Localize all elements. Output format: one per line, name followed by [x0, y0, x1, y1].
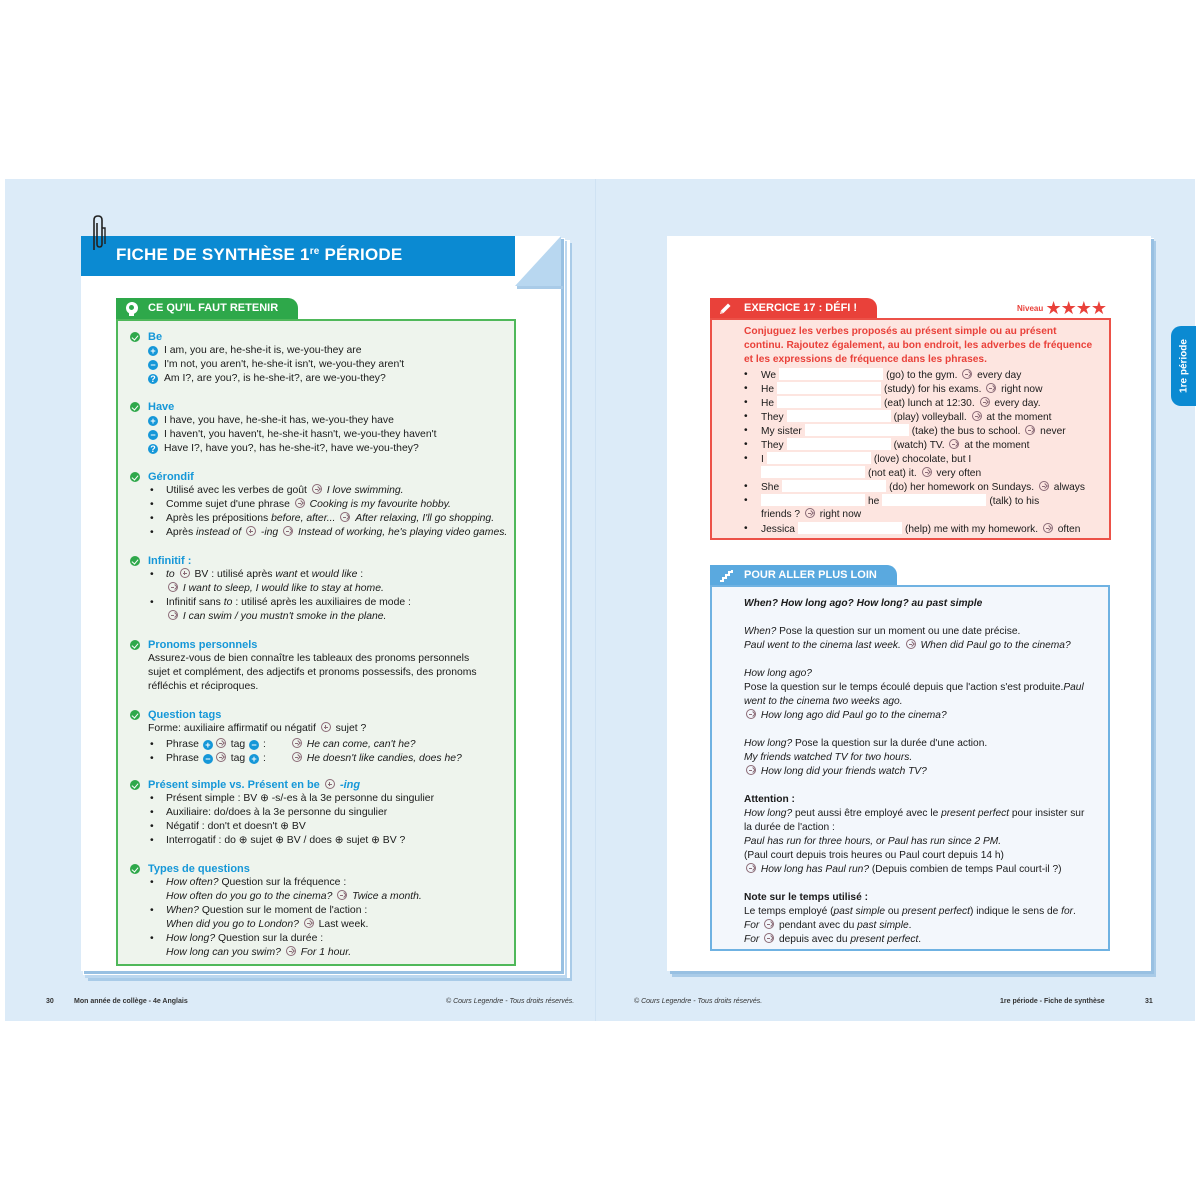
arrow-right-icon [962, 369, 972, 379]
arrow-right-icon [972, 411, 982, 421]
exercise-item: • They (play) volleyball. at the moment [744, 410, 1104, 424]
negative-form: I'm not, you aren't, he-she-it isn't, we-you-they aren't [164, 359, 405, 370]
check-icon [130, 556, 140, 566]
arrow-right-icon [805, 508, 815, 518]
section-heading: Have [130, 400, 436, 414]
answer-blank[interactable] [787, 438, 891, 450]
example-line: I want to sleep, I would like to stay at home. [130, 582, 411, 596]
stairs-icon [719, 569, 733, 582]
arrow-right-icon [337, 890, 347, 900]
plus-badge-icon: + [249, 754, 259, 764]
arrow-right-icon [295, 498, 305, 508]
exercise-item: • Jessica (help) me with my homework. often [744, 522, 1104, 536]
list-item: • Phrase + tag − : He can come, can't he? [130, 738, 490, 752]
section-heading: Pronoms personnels [130, 638, 490, 652]
text-line: (Paul court depuis trois heures ou Paul court depuis 14 h) [744, 850, 1004, 861]
text-line: For depuis avec du present perfect. [744, 934, 922, 945]
brain-head-icon [124, 301, 140, 317]
form-line: Forme: auxiliaire affirmatif ou négatif sujet ? [148, 723, 367, 734]
text-line: When? Pose la question sur un moment ou une date précise. [744, 626, 1021, 637]
exercise-item: • he (talk) to his [744, 494, 1104, 508]
text-line: How long ago? [744, 668, 812, 679]
text-line: Paul went to the cinema last week. When did Paul go to the cinema? [744, 640, 1071, 651]
attention-label: Attention : [744, 794, 795, 805]
text-line: la durée de l'action : [744, 822, 835, 833]
check-icon [130, 332, 140, 342]
arrow-right-icon [980, 397, 990, 407]
arrow-right-icon [746, 709, 756, 719]
arrow-right-icon [304, 918, 314, 928]
check-icon [130, 864, 140, 874]
list-item: • How long? Question sur la durée : [130, 932, 422, 946]
answer-blank[interactable] [761, 466, 865, 478]
minus-badge-icon: − [249, 740, 259, 750]
page-number-left: 30 [46, 998, 54, 1005]
section-heading: Be [130, 330, 404, 344]
list-item: • Infinitif sans to : utilisé après les auxiliaires de mode : [130, 596, 411, 610]
book-spine [595, 179, 596, 1021]
copyright-left: © Cours Legendre - Tous droits réservés. [446, 998, 575, 1005]
minus-badge-icon: − [148, 360, 158, 370]
text-line: Le temps employé (past simple ou present perfect) indique le sens de for. [744, 906, 1076, 917]
list-item: • Comme sujet d'une phrase Cooking is my favourite hobby. [130, 498, 507, 512]
plus-badge-icon: + [203, 740, 213, 750]
exercise-item: • We (go) to the gym. every day [744, 368, 1104, 382]
page-number-right: 31 [1145, 998, 1153, 1005]
arrow-right-icon [1039, 481, 1049, 491]
further-section-tab [710, 565, 897, 586]
arrow-right-icon [286, 946, 296, 956]
list-item: • Auxiliaire: do/does à la 3e personne du singulier [130, 806, 434, 820]
note-label: Note sur le temps utilisé : [744, 892, 868, 903]
arrow-right-icon [216, 738, 226, 748]
text-line: How long? peut aussi être employé avec le present perfect pour insister sur [744, 808, 1085, 819]
section-question-tags [130, 708, 490, 766]
text-line: How long ago did Paul go to the cinema? [744, 709, 1104, 723]
copyright-right: © Cours Legendre - Tous droits réservés. [634, 998, 763, 1005]
check-icon [130, 780, 140, 790]
arrow-right-icon [168, 582, 178, 592]
further-section-title: POUR ALLER PLUS LOIN [744, 569, 877, 581]
plus-circle-icon [325, 779, 335, 789]
arrow-right-icon [922, 467, 932, 477]
section-heading: Types de questions [130, 862, 422, 876]
answer-blank[interactable] [767, 452, 871, 464]
text-line: went to the cinema two weeks ago. [744, 696, 903, 707]
minus-badge-icon: − [203, 754, 213, 764]
affirmative-form: I have, you have, he-she-it has, we-you-they have [164, 415, 394, 426]
answer-blank[interactable] [777, 382, 881, 394]
section-footer: 1re période - Fiche de synthèse [1000, 998, 1105, 1005]
arrow-right-icon [986, 383, 996, 393]
period-side-tab[interactable] [1171, 326, 1196, 406]
list-item: • Présent simple : BV ⊕ -s/-es à la 3e personne du singulier [130, 792, 434, 806]
arrow-right-icon [216, 752, 226, 762]
interrogative-form: Have I?, have you?, has he-she-it?, have we-you-they? [164, 443, 419, 454]
check-icon [130, 472, 140, 482]
text-line: Paul has run for three hours, or Paul has run since 2 PM. [744, 836, 1002, 847]
retain-section-tab [116, 298, 298, 320]
section-heading: Question tags [130, 708, 490, 722]
further-heading: When? How long ago? How long? au past simple [744, 598, 983, 609]
section-infinitif [130, 554, 411, 624]
pencil-icon [718, 302, 732, 316]
answer-blank[interactable] [882, 494, 986, 506]
section-heading: Présent simple vs. Présent en be -ing [130, 778, 434, 792]
folded-corner [515, 236, 561, 286]
arrow-right-icon [746, 863, 756, 873]
answer-blank[interactable] [805, 424, 909, 436]
affirmative-form: I am, you are, he-she-it is, we-you-they are [164, 345, 362, 356]
section-pronoms [130, 638, 490, 694]
list-item: • Après les prépositions before, after... After relaxing, I'll go shopping. [130, 512, 507, 526]
arrow-right-icon [283, 526, 293, 536]
answer-blank[interactable] [777, 396, 881, 408]
section-types-questions [130, 862, 422, 960]
text-line: For pendant avec du past simple. [744, 920, 912, 931]
page-title: FICHE DE SYNTHÈSE 1re PÉRIODE [116, 245, 403, 264]
text-line: My friends watched TV for two hours. [744, 752, 913, 763]
page-title-bar [81, 236, 515, 276]
section-have [130, 400, 436, 456]
text-line: Pose la question sur le temps écoulé depuis que l'action s'est produite.Paul [744, 682, 1084, 693]
exercise-tab [710, 298, 877, 319]
further-section-content [744, 597, 1104, 947]
answer-blank[interactable] [782, 480, 886, 492]
star-rating-icon: ★★★★ [1045, 298, 1107, 318]
arrow-right-icon [292, 738, 302, 748]
list-item: • Phrase − tag + : He doesn't like candies, does he? [130, 752, 490, 766]
minus-badge-icon: − [148, 430, 158, 440]
paragraph: Assurez-vous de bien connaître les tableaux des pronoms personnels sujet et complément, des adjectifs et pronoms possessifs, des pronoms réfléchis et réciproques. [148, 653, 477, 692]
section-heading: Gérondif [130, 470, 507, 484]
plus-badge-icon: + [148, 346, 158, 356]
arrow-right-icon [312, 484, 322, 494]
interrogative-form: Am I?, are you?, is he-she-it?, are we-you-they? [164, 373, 386, 384]
answer-blank[interactable] [761, 494, 865, 506]
check-icon [130, 402, 140, 412]
list-item: • Après instead of -ing Instead of working, he's playing video games. [130, 526, 507, 540]
exercise-list [744, 368, 1104, 536]
arrow-right-icon [746, 765, 756, 775]
question-badge-icon: ? [148, 374, 158, 384]
example-line: How often do you go to the cinema? Twice a month. [166, 891, 422, 902]
arrow-right-icon [1025, 425, 1035, 435]
exercise-item: • He (eat) lunch at 12:30. every day. [744, 396, 1104, 410]
check-icon [130, 640, 140, 650]
arrow-right-icon [764, 933, 774, 943]
exercise-item-continued: friends ? right now [761, 509, 862, 520]
arrow-right-icon [168, 610, 178, 620]
exercise-item: • My sister (take) the bus to school. never [744, 424, 1104, 438]
section-heading: Infinitif : [130, 554, 411, 568]
paperclip-icon [88, 214, 108, 254]
answer-blank[interactable] [798, 522, 902, 534]
list-item: • to BV : utilisé après want et would like : [130, 568, 411, 582]
arrow-right-icon [1043, 523, 1053, 533]
period-tab-label: 1re période [1178, 339, 1189, 393]
list-item: • When? Question sur le moment de l'action : [130, 904, 422, 918]
question-badge-icon: ? [148, 444, 158, 454]
text-line: How long did your friends watch TV? [744, 765, 1104, 779]
book-title-footer: Mon année de collège - 4e Anglais [74, 998, 188, 1005]
text-line: How long? Pose la question sur la durée d'une action. [744, 738, 988, 749]
exercise-item: • He (study) for his exams. right now [744, 382, 1104, 396]
check-icon [130, 710, 140, 720]
exercise-instructions: Conjuguez les verbes proposés au présent simple ou au présent continu. Rajoutez également, au bon endroit, les adverbes de fréquence et les expressions de fréquence dans les phrases. [744, 326, 1093, 365]
exercise-item-continued: (not eat) it. very often [744, 466, 1104, 480]
text-line: How long has Paul run? (Depuis combien de temps Paul court-il ?) [744, 863, 1104, 877]
answer-blank[interactable] [787, 410, 891, 422]
exercise-item: • She (do) her homework on Sundays. always [744, 480, 1104, 494]
plus-circle-icon [321, 722, 331, 732]
section-present-simple [130, 778, 434, 848]
list-item: • Utilisé avec les verbes de goût I love swimming. [130, 484, 507, 498]
retain-section-label: CE QU'IL FAUT RETENIR [148, 302, 279, 314]
section-be [130, 330, 404, 386]
arrow-right-icon [949, 439, 959, 449]
difficulty-level: Niveau ★★★★ [1017, 298, 1107, 318]
negative-form: I haven't, you haven't, he-she-it hasn't, we-you-they haven't [164, 429, 437, 440]
section-gerondif [130, 470, 507, 540]
plus-badge-icon: + [148, 416, 158, 426]
arrow-right-icon [340, 512, 350, 522]
answer-blank[interactable] [779, 368, 883, 380]
plus-circle-icon [246, 526, 256, 536]
exercise-item: • They (watch) TV. at the moment [744, 438, 1104, 452]
arrow-right-icon [764, 919, 774, 929]
arrow-right-icon [292, 752, 302, 762]
example-line: When did you go to London? Last week. [166, 919, 369, 930]
example-line: How long can you swim? For 1 hour. [166, 947, 352, 958]
arrow-right-icon [906, 639, 916, 649]
list-item: • Interrogatif : do ⊕ sujet ⊕ BV / does ⊕ sujet ⊕ BV ? [130, 834, 434, 848]
example-line: I can swim / you mustn't smoke in the plane. [130, 610, 411, 624]
list-item: • Négatif : don't et doesn't ⊕ BV [130, 820, 434, 834]
plus-circle-icon [180, 568, 190, 578]
list-item: • How often? Question sur la fréquence : [130, 876, 422, 890]
exercise-item: • I (love) chocolate, but I [744, 452, 1104, 466]
exercise-title: EXERCICE 17 : DÉFI ! [744, 302, 858, 314]
